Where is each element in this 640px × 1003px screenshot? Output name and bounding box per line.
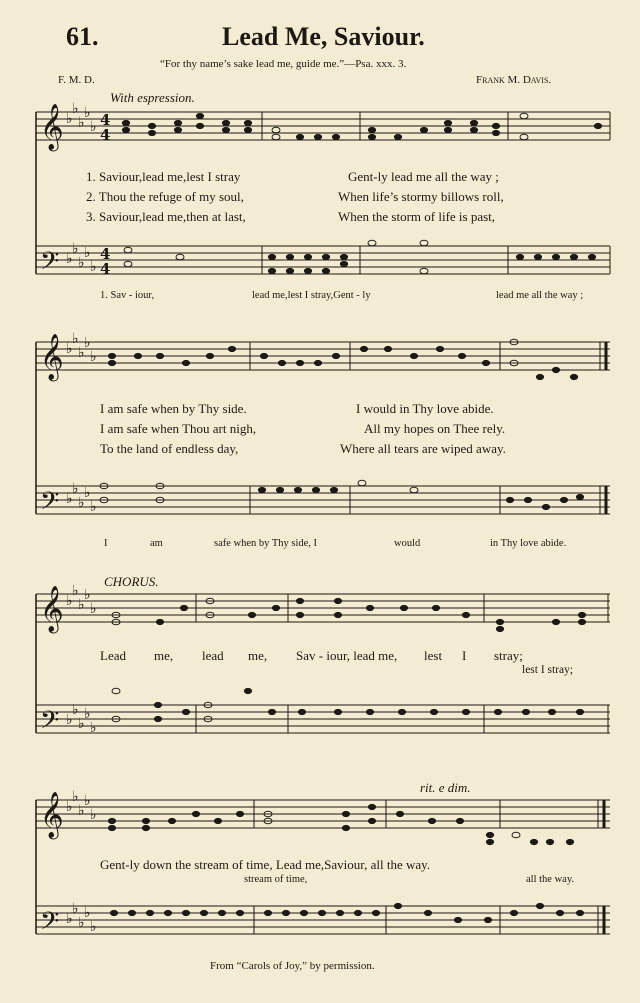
svg-text:♭: ♭ (84, 485, 91, 501)
verse1-line1-b: Gent-ly lead me all the way ; (348, 169, 499, 184)
staff-lines-system4-treble (36, 800, 610, 828)
verse3-line2-a: To the land of endless day, (100, 441, 239, 456)
verse1-line2-a: I am safe when by Thy side. (100, 401, 247, 416)
bass-clef-icon: 𝄢 (40, 487, 60, 522)
svg-text:♭: ♭ (66, 111, 73, 127)
svg-text:♭: ♭ (66, 799, 73, 815)
treble-clef-icon: 𝄞 (40, 792, 64, 838)
bass-lyric: lead me,lest I stray,Gent - ly (252, 290, 371, 301)
ritardando-marking: rit. e dim. (420, 780, 471, 795)
svg-text:♭: ♭ (72, 789, 79, 805)
svg-text:♭: ♭ (90, 919, 97, 935)
verse1-line1-a: 1. Saviour,lead me,lest I stray (86, 169, 241, 184)
svg-text:4: 4 (100, 111, 111, 129)
hymn-number: 61. (66, 22, 99, 51)
svg-text:♭: ♭ (72, 583, 79, 599)
chorus-lyric: Sav - iour, lead me, (296, 648, 398, 663)
permission-credit: From “Carols of Joy,” by permission. (210, 960, 375, 972)
bass-lyric: am (150, 538, 163, 549)
svg-text:♭: ♭ (84, 793, 91, 809)
chorus-lyric: lead (202, 648, 224, 663)
svg-text:♭: ♭ (84, 105, 91, 121)
chorus-lyric: I (462, 648, 467, 663)
treble-clef-icon: 𝄞 (40, 104, 64, 150)
svg-text:♭: ♭ (66, 911, 73, 927)
svg-text:♭: ♭ (90, 807, 97, 823)
bass-clef-icon: 𝄢 (40, 706, 60, 741)
hymn-title: Lead Me, Saviour. (222, 22, 425, 51)
svg-text:♭: ♭ (84, 905, 91, 921)
bass-lyric: 1. Sav - iour, (100, 290, 155, 301)
clefs-and-keys (40, 101, 110, 942)
chorus-echo-lyric: lest I stray; (522, 664, 574, 676)
staff-lines-system2-treble (36, 342, 610, 370)
verse2-line2-b: All my hopes on Thee rely. (364, 421, 506, 436)
svg-text:4: 4 (100, 245, 111, 263)
treble-clef-icon: 𝄞 (40, 586, 64, 632)
composer-name: Frank M. Davis. (476, 74, 552, 86)
svg-text:♭: ♭ (66, 593, 73, 609)
svg-text:♭: ♭ (72, 101, 79, 117)
svg-text:♭: ♭ (78, 115, 85, 131)
note-heads (100, 113, 602, 922)
chorus-marking: CHORUS. (104, 574, 159, 589)
chorus-lyric: stray; (494, 648, 523, 663)
svg-text:♭: ♭ (72, 702, 79, 718)
bass-lyric: I (104, 538, 108, 549)
staff-lines-system3-treble (36, 594, 610, 622)
treble-clef-icon: 𝄞 (40, 334, 64, 380)
svg-text:♭: ♭ (72, 331, 79, 347)
verse3-line1-b: When the storm of life is past, (338, 209, 496, 224)
bass-lyric: would (394, 538, 421, 549)
svg-text:♭: ♭ (72, 241, 79, 257)
verse2-line2-a: I am safe when Thou art nigh, (100, 421, 257, 436)
svg-text:♭: ♭ (90, 349, 97, 365)
svg-text:♭: ♭ (72, 901, 79, 917)
bass-clef-icon: 𝄢 (40, 247, 60, 282)
bass-lyric: safe when by Thy side, I (214, 538, 318, 549)
chorus-lyric: me, (154, 648, 174, 663)
bass-clef-icon: 𝄢 (40, 907, 60, 942)
verse2-line1-b: When life’s stormy billows roll, (338, 189, 504, 204)
svg-text:♭: ♭ (78, 597, 85, 613)
key-signature-flats (66, 101, 97, 935)
svg-text:♭: ♭ (84, 587, 91, 603)
svg-text:♭: ♭ (90, 601, 97, 617)
svg-text:♭: ♭ (84, 335, 91, 351)
svg-text:♭: ♭ (78, 345, 85, 361)
svg-text:♭: ♭ (84, 706, 91, 722)
svg-text:♭: ♭ (84, 245, 91, 261)
bass-lyric: in Thy love abide. (490, 538, 567, 549)
staff-lines-system1-treble (36, 112, 610, 140)
chorus-final-lyric: Gent-ly down the stream of time, Lead me,Saviour, all the way. (100, 857, 431, 872)
svg-text:♭: ♭ (78, 915, 85, 931)
chorus-lyric: me, (248, 648, 268, 663)
svg-text:♭: ♭ (66, 491, 73, 507)
echo-lyric: stream of time, (244, 874, 308, 885)
svg-text:♭: ♭ (66, 341, 73, 357)
verse2-line1-a: 2. Thou the refuge of my soul, (86, 189, 244, 204)
scripture-reference: “For thy name’s sake lead me, guide me.”—Psa. xxx. 3. (160, 58, 407, 70)
svg-text:♭: ♭ (66, 712, 73, 728)
chorus-lyric: lest (424, 648, 443, 663)
svg-text:♭: ♭ (72, 481, 79, 497)
svg-text:♭: ♭ (90, 259, 97, 275)
lyricist-initials: F. M. D. (58, 74, 95, 86)
echo-lyric: all the way. (526, 874, 575, 885)
verse1-line2-b: I would in Thy love abide. (356, 401, 494, 416)
svg-text:♭: ♭ (78, 803, 85, 819)
verse3-line2-b: Where all tears are wiped away. (340, 441, 506, 456)
svg-text:4: 4 (100, 126, 111, 144)
svg-text:♭: ♭ (78, 495, 85, 511)
svg-text:♭: ♭ (66, 251, 73, 267)
svg-text:♭: ♭ (90, 499, 97, 515)
expression-marking: With espression. (110, 90, 195, 105)
chorus-lyric: Lead (100, 648, 126, 663)
svg-text:♭: ♭ (90, 119, 97, 135)
svg-text:4: 4 (100, 260, 111, 278)
svg-text:♭: ♭ (78, 716, 85, 732)
svg-text:♭: ♭ (90, 720, 97, 736)
svg-text:♭: ♭ (78, 255, 85, 271)
bass-lyric: lead me all the way ; (496, 290, 584, 301)
verse3-line1-a: 3. Saviour,lead me,then at last, (86, 209, 246, 224)
